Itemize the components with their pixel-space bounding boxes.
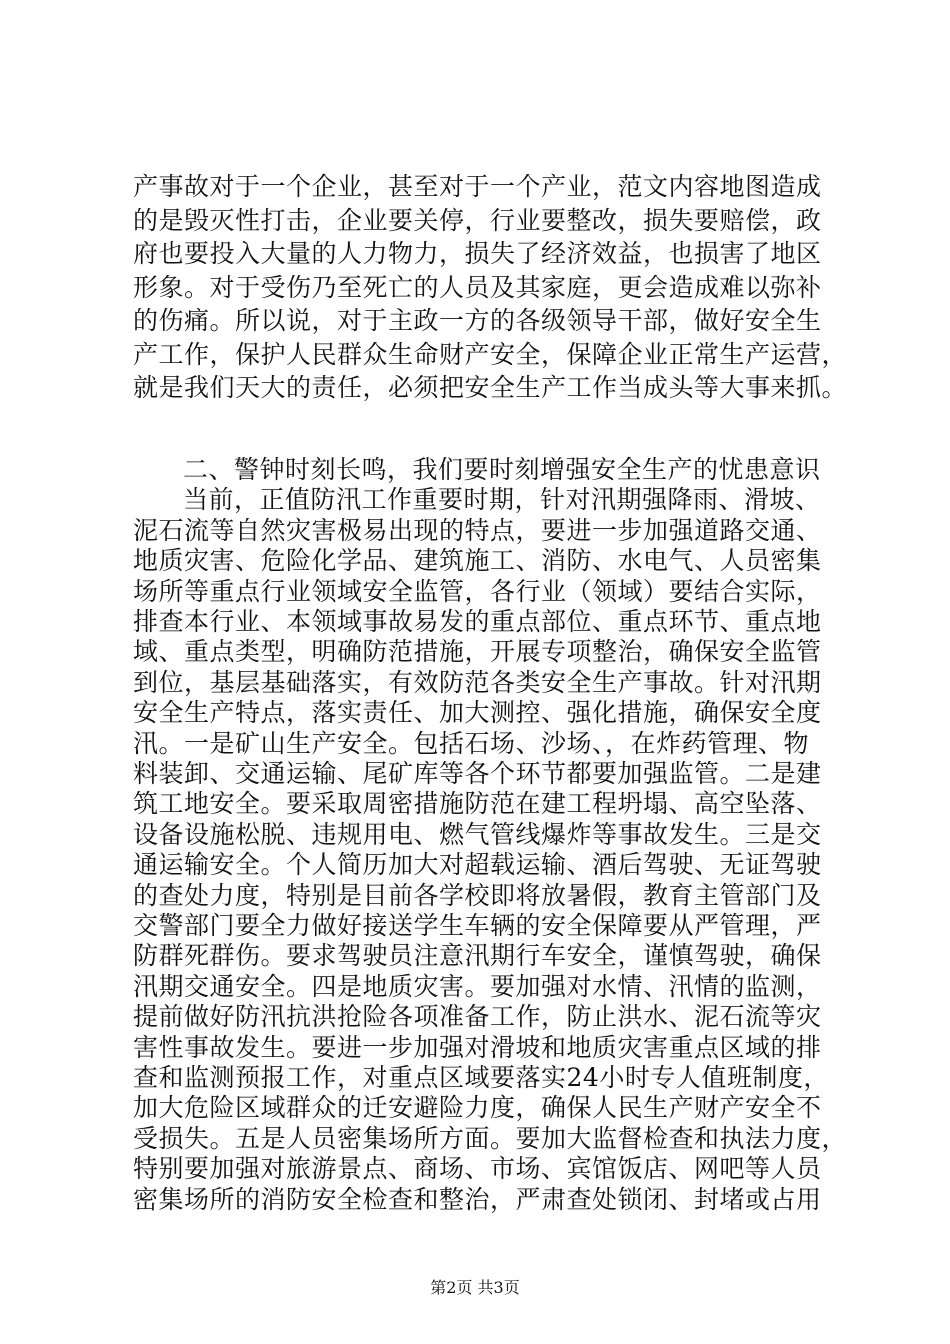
paragraph1-line: 的伤痛。所以说，对于主政一方的各级领导干部，做好安全生 (133, 306, 822, 335)
paragraph2-line: 汛期交通安全。四是地质灾害。要加强对水情、汛情的监测， (133, 971, 822, 1001)
paragraph2-line: 排查本行业、本领域事故易发的重点部位、重点环节、重点地 (133, 607, 822, 636)
paragraph2-line: 通运输安全。个人简历加大对超载运输、酒后驾驶、无证驾驶 (133, 850, 822, 880)
paragraph2-line: 的查处力度，特别是目前各学校即将放暑假，教育主管部门及 (133, 880, 822, 910)
paragraph2-line: 当前，正值防汛工作重要时期，针对汛期强降雨、滑坡、 (183, 485, 821, 515)
paragraph2-line: 防群死群伤。要求驾驶员注意汛期行车安全，谨慎驾驶，确保 (133, 941, 822, 971)
paragraph2-line: 到位，基层基础落实，有效防范各类安全生产事故。针对汛期 (133, 667, 822, 697)
paragraph2-line: 汛。一是矿山生产安全。包括石场、沙场、，在炸药管理、物 (133, 728, 810, 758)
paragraph1-line: 的是毁灭性打击，企业要关停，行业要整改，损失要赔偿，政 (133, 205, 822, 235)
paragraph1-line: 产事故对于一个企业，甚至对于一个产业，范文内容地图造成 (133, 172, 822, 201)
paragraph1-line: 就是我们天大的责任，必须把安全生产工作当成头等大事来抓。 (133, 373, 848, 402)
paragraph2-line: 安全生产特点，落实责任、加大测控、强化措施，确保安全度 (133, 698, 822, 728)
paragraph2-line: 地质灾害、危险化学品、建筑施工、消防、水电气、人员密集 (133, 546, 822, 576)
paragraph2-line: 受损失。五是人员密集场所方面。要加大监督检查和执法力度， (133, 1123, 848, 1153)
paragraph2-line: 特别要加强对旅游景点、商场、市场、宾馆饭店、网吧等人员 (133, 1154, 822, 1184)
paragraph2-line: 查和监测预报工作，对重点区域要落实24小时专人值班制度， (133, 1063, 829, 1092)
page-footer: 第2页 共3页 (430, 1278, 520, 1297)
paragraph2-line: 场所等重点行业领域安全监管，各行业（领域）要结合实际， (133, 576, 822, 606)
paragraph2-line: 害性事故发生。要进一步加强对滑坡和地质灾害重点区域的排 (133, 1032, 822, 1062)
paragraph1-line: 府也要投入大量的人力物力，损失了经济效益，也损害了地区 (133, 239, 822, 268)
paragraph2-line: 交警部门要全力做好接送学生车辆的安全保障要从严管理，严 (133, 911, 822, 940)
paragraph1-line: 产工作，保护人民群众生命财产安全，保障企业正常生产运营， (133, 339, 848, 369)
paragraph2-line: 泥石流等自然灾害极易出现的特点，要进一步加强道路交通、 (133, 515, 822, 545)
paragraph2-line: 料装卸、交通运输、尾矿库等各个环节都要加强监管。二是建 (133, 759, 822, 788)
section-heading: 二、警钟时刻长鸣，我们要时刻增强安全生产的忧患意识 (183, 455, 821, 484)
paragraph2-line: 提前做好防汛抗洪抢险各项准备工作，防止洪水、泥石流等灾 (133, 1002, 822, 1032)
paragraph2-line: 筑工地安全。要采取周密措施防范在建工程坍塌、高空坠落、 (133, 789, 822, 819)
paragraph2-line: 加大危险区域群众的迁安避险力度，确保人民生产财产安全不 (133, 1093, 822, 1123)
paragraph2-line: 设备设施松脱、违规用电、燃气管线爆炸等事故发生。三是交 (133, 819, 822, 849)
paragraph2-line: 域、重点类型，明确防范措施，开展专项整治，确保安全监管 (133, 637, 822, 667)
paragraph1-line: 形象。对于受伤乃至死亡的人员及其家庭，更会造成难以弥补 (133, 272, 822, 302)
paragraph2-line: 密集场所的消防安全检查和整治，严肃查处锁闭、封堵或占用 (133, 1184, 822, 1214)
